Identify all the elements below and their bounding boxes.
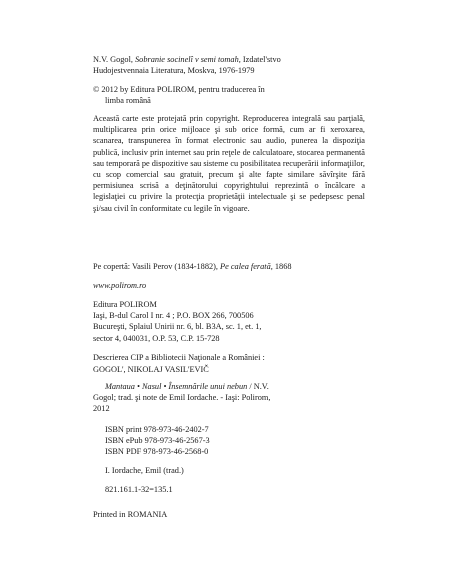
- cip-author: GOGOL', NIKOLAJ VASIL'EVIČ: [93, 365, 209, 374]
- cip-line-3: 2012: [93, 404, 110, 414]
- copyright-line-1: © 2012 by Editura POLIROM, pentru traducerea în: [93, 85, 265, 94]
- copyright-line-2: limba română: [105, 96, 151, 106]
- isbn-epub: ISBN ePub 978-973-46-2567-3: [105, 436, 210, 446]
- isbn-print: ISBN print 978-973-46-2402-7: [105, 425, 209, 434]
- original-publisher-line: Hudojestvennaia Literatura, Moskva, 1976-1979: [93, 66, 255, 76]
- cover-work: Pe calea ferată,: [220, 262, 273, 271]
- cip-udc: 821.161.1-32=135.1: [105, 485, 173, 494]
- isbn-list: [105, 424, 377, 458]
- original-author: N.V. Gogol,: [93, 55, 133, 64]
- isbn-pdf: ISBN PDF 978-973-46-2568-0: [105, 447, 209, 457]
- original-title: Sobranie socinelî v semi tomah,: [135, 55, 241, 64]
- publisher-name: Editura POLIROM: [93, 300, 157, 309]
- legal-notice: [93, 113, 365, 214]
- printed-in: Printed in ROMANIA: [93, 510, 168, 519]
- cip-line-2: Gogol; trad. şi note de Emil Iordache. - Iaşi: Polirom,: [93, 393, 271, 402]
- legal-text: Această carte este protejată prin copyright. Reproducerea integrală sau parţială, multiplicarea prin orice mijloace şi sub orice formă, cum ar fi xeroxarea, scanarea, transpunerea în format electronic sau audio, punerea la dispoziţia publică, inclusiv prin internet sau prin reţele de calculatoare, stocarea permanentă sau temporară pe dispozitive sau sisteme cu posibilitatea recuperării informaţiilor, cu scop comercial sau gratuit, precum şi alte fapte similare săvîrşite fără permisiunea scrisă a deţinătorului copyrightului reprezintă o încălcare a legislaţiei cu privire la protecţia proprietăţii intelectuale şi se pedepsesc penal şi/sau civil în conformitate cu legile în vigoare.: [93, 114, 365, 213]
- cover-credit: [93, 261, 365, 272]
- publisher-address-1: Iaşi, B-dul Carol I nr. 4 ; P.O. BOX 266, 700506: [93, 311, 254, 321]
- cip-titles-suffix: / N.V.: [249, 382, 269, 391]
- cover-credit-prefix: Pe copertă: Vasili Perov (1834-1882),: [93, 262, 218, 271]
- cip-header: Descrierea CIP a Bibliotecii Naţionale a României :: [93, 353, 265, 362]
- publisher-address-3: sector 4, 040031, O.P. 53, C.P. 15-728: [93, 333, 220, 343]
- cip-record-cont: [93, 392, 365, 414]
- original-publisher: Izdatel'stvo: [242, 55, 281, 64]
- publisher-info: [93, 299, 365, 344]
- cip-record: [105, 381, 365, 392]
- cip-translator: I. Iordache, Emil (trad.): [105, 466, 184, 475]
- cip-titles: Mantaua • Nasul • Însemnările unui nebun: [105, 382, 248, 391]
- original-edition: [93, 54, 365, 76]
- publisher-address-2: Bucureşti, Splaiul Unirii nr. 6, bl. B3A, sc. 1, et. 1,: [93, 322, 262, 332]
- cover-year: 1868: [274, 262, 292, 271]
- copyright-notice: [93, 84, 365, 106]
- website: www.polirom.ro: [93, 281, 147, 290]
